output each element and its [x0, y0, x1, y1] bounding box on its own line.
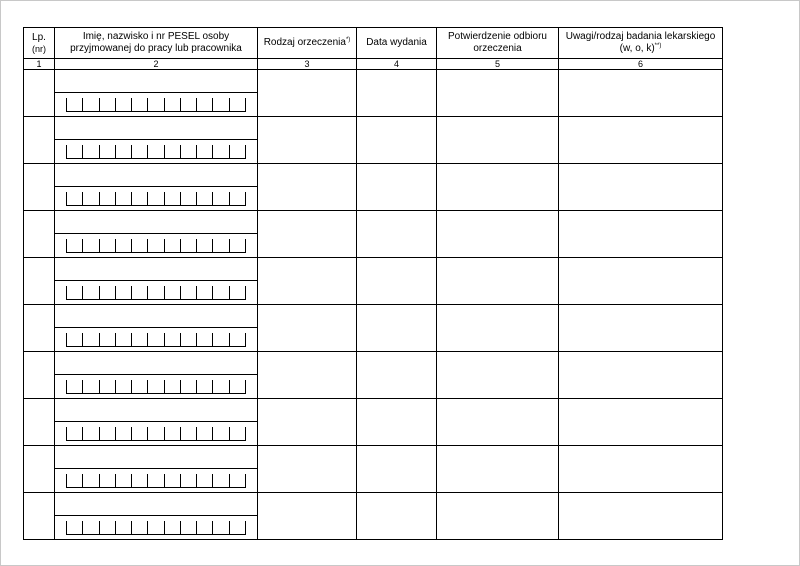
name-field[interactable] [55, 305, 257, 328]
column-number: 4 [357, 59, 437, 70]
certificate-type-cell[interactable] [258, 117, 357, 164]
remarks-cell[interactable] [559, 211, 723, 258]
table-row [24, 70, 723, 117]
pesel-digit-divider [66, 239, 67, 253]
pesel-digit-divider [164, 474, 165, 488]
receipt-confirmation-cell[interactable] [437, 493, 559, 540]
receipt-confirmation-cell[interactable] [437, 399, 559, 446]
pesel-digit-divider [212, 427, 213, 441]
pesel-digit-divider [229, 145, 230, 159]
pesel-baseline [66, 111, 245, 112]
pesel-digit-divider [212, 145, 213, 159]
pesel-baseline [66, 346, 245, 347]
pesel-digit-divider [164, 145, 165, 159]
pesel-field[interactable] [55, 375, 257, 398]
pesel-digit-divider [115, 239, 116, 253]
issue-date-cell[interactable] [357, 70, 437, 117]
pesel-digit-divider [212, 474, 213, 488]
issue-date-cell[interactable] [357, 117, 437, 164]
pesel-digit-divider [82, 474, 83, 488]
name-field[interactable] [55, 446, 257, 469]
certificate-type-cell[interactable] [258, 258, 357, 305]
pesel-field[interactable] [55, 234, 257, 257]
table-row [24, 305, 723, 352]
certificate-type-cell[interactable] [258, 164, 357, 211]
header-receipt-confirmation [437, 28, 559, 59]
pesel-digit-divider [245, 239, 246, 253]
pesel-digit-divider [115, 98, 116, 112]
pesel-digit-divider [115, 521, 116, 535]
pesel-digit-divider [66, 427, 67, 441]
pesel-digit-divider [66, 98, 67, 112]
pesel-digit-divider [164, 192, 165, 206]
pesel-digit-divider [147, 192, 148, 206]
pesel-baseline [66, 252, 245, 253]
name-pesel-cell [55, 211, 258, 258]
pesel-digit-divider [212, 286, 213, 300]
pesel-digit-divider [245, 145, 246, 159]
pesel-digit-divider [82, 192, 83, 206]
table-row [24, 164, 723, 211]
table-row [24, 258, 723, 305]
pesel-digit-divider [196, 521, 197, 535]
pesel-field[interactable] [55, 469, 257, 492]
header-issue-date-text: Data wydania [366, 37, 427, 48]
pesel-digit-divider [245, 427, 246, 441]
pesel-digit-divider [245, 98, 246, 112]
header-remarks [559, 28, 723, 59]
pesel-digit-divider [212, 333, 213, 347]
pesel-digit-divider [82, 145, 83, 159]
pesel-digit-divider [180, 474, 181, 488]
receipt-confirmation-cell[interactable] [437, 352, 559, 399]
pesel-field[interactable] [55, 140, 257, 163]
pesel-digit-divider [245, 192, 246, 206]
pesel-digit-divider [82, 380, 83, 394]
certificate-type-cell[interactable] [258, 352, 357, 399]
column-number: 3 [258, 59, 357, 70]
pesel-digit-divider [212, 239, 213, 253]
lp-cell[interactable] [24, 305, 55, 352]
pesel-digit-divider [196, 192, 197, 206]
issue-date-cell[interactable] [357, 258, 437, 305]
pesel-field[interactable] [55, 281, 257, 304]
remarks-cell[interactable] [559, 117, 723, 164]
pesel-digit-divider [212, 98, 213, 112]
pesel-digit-divider [115, 145, 116, 159]
header-remarks-note: **) [654, 43, 662, 49]
table-row [24, 399, 723, 446]
pesel-digit-divider [66, 333, 67, 347]
lp-cell[interactable] [24, 446, 55, 493]
lp-cell[interactable] [24, 70, 55, 117]
column-number: 6 [559, 59, 723, 70]
lp-cell[interactable] [24, 117, 55, 164]
pesel-digit-divider [82, 239, 83, 253]
pesel-digit-divider [180, 333, 181, 347]
pesel-digit-divider [82, 286, 83, 300]
pesel-digit-divider [99, 474, 100, 488]
name-pesel-cell [55, 164, 258, 211]
receipt-confirmation-cell[interactable] [437, 305, 559, 352]
pesel-baseline [66, 158, 245, 159]
header-name-pesel [55, 28, 258, 59]
header-certificate-type [258, 28, 357, 59]
table-row [24, 211, 723, 258]
header-certificate-type-note: *) [345, 37, 351, 43]
pesel-digit-divider [66, 474, 67, 488]
name-field[interactable] [55, 352, 257, 375]
lp-cell[interactable] [24, 352, 55, 399]
pesel-digit-divider [164, 286, 165, 300]
certificate-type-cell[interactable] [258, 305, 357, 352]
remarks-cell[interactable] [559, 446, 723, 493]
pesel-digit-divider [131, 333, 132, 347]
pesel-digit-divider [131, 239, 132, 253]
pesel-digit-divider [147, 98, 148, 112]
issue-date-cell[interactable] [357, 446, 437, 493]
pesel-digit-divider [180, 286, 181, 300]
pesel-digit-divider [180, 145, 181, 159]
certificate-type-cell[interactable] [258, 493, 357, 540]
pesel-digit-divider [164, 521, 165, 535]
pesel-digit-divider [99, 380, 100, 394]
pesel-digit-divider [82, 333, 83, 347]
receipt-confirmation-cell[interactable] [437, 117, 559, 164]
header-lp-line2: (nr) [32, 43, 46, 54]
name-pesel-cell [55, 258, 258, 305]
pesel-digit-divider [245, 521, 246, 535]
pesel-digit-divider [245, 333, 246, 347]
pesel-digit-divider [164, 333, 165, 347]
pesel-digit-divider [66, 286, 67, 300]
pesel-digit-divider [196, 427, 197, 441]
pesel-digit-divider [99, 145, 100, 159]
certificate-type-cell[interactable] [258, 70, 357, 117]
header-certificate-type-text: Rodzaj orzeczenia [263, 37, 346, 48]
pesel-digit-divider [196, 333, 197, 347]
pesel-digit-divider [147, 474, 148, 488]
lp-cell[interactable] [24, 399, 55, 446]
header-remarks-line2: (w, o, k) [619, 43, 655, 54]
issue-date-cell[interactable] [357, 399, 437, 446]
table-row [24, 493, 723, 540]
pesel-digit-divider [180, 521, 181, 535]
remarks-cell[interactable] [559, 352, 723, 399]
pesel-digit-divider [66, 192, 67, 206]
receipt-confirmation-cell[interactable] [437, 70, 559, 117]
pesel-digit-divider [229, 521, 230, 535]
receipt-confirmation-cell[interactable] [437, 258, 559, 305]
remarks-cell[interactable] [559, 493, 723, 540]
pesel-digit-divider [147, 145, 148, 159]
pesel-digit-divider [164, 239, 165, 253]
pesel-digit-divider [131, 98, 132, 112]
certificate-type-cell[interactable] [258, 211, 357, 258]
pesel-digit-divider [196, 145, 197, 159]
name-pesel-cell [55, 399, 258, 446]
pesel-digit-divider [164, 380, 165, 394]
pesel-digit-divider [147, 427, 148, 441]
pesel-field[interactable] [55, 187, 257, 210]
pesel-field[interactable] [55, 516, 257, 539]
pesel-digit-divider [180, 192, 181, 206]
issue-date-cell[interactable] [357, 493, 437, 540]
issue-date-cell[interactable] [357, 352, 437, 399]
lp-cell[interactable] [24, 258, 55, 305]
certificate-type-cell[interactable] [258, 399, 357, 446]
name-pesel-cell [55, 352, 258, 399]
pesel-digit-divider [229, 333, 230, 347]
pesel-digit-divider [99, 192, 100, 206]
pesel-digit-divider [212, 380, 213, 394]
name-pesel-cell [55, 493, 258, 540]
pesel-field[interactable] [55, 93, 257, 116]
table-row [24, 446, 723, 493]
pesel-digit-divider [99, 98, 100, 112]
pesel-digit-divider [212, 192, 213, 206]
name-field[interactable] [55, 211, 257, 234]
issue-date-cell[interactable] [357, 164, 437, 211]
medical-certificate-register-table [23, 27, 723, 540]
pesel-digit-divider [99, 333, 100, 347]
pesel-digit-divider [180, 427, 181, 441]
header-remarks-line1: Uwagi/rodzaj badania lekarskiego [565, 31, 716, 42]
pesel-digit-divider [229, 380, 230, 394]
pesel-digit-divider [131, 474, 132, 488]
pesel-digit-divider [229, 192, 230, 206]
pesel-digit-divider [99, 286, 100, 300]
table-row [24, 117, 723, 164]
header-lp-line1: Lp. [32, 31, 46, 43]
pesel-digit-divider [115, 333, 116, 347]
pesel-digit-divider [164, 98, 165, 112]
pesel-digit-divider [245, 474, 246, 488]
pesel-baseline [66, 205, 245, 206]
header-receipt-line1: Potwierdzenie odbioru [448, 31, 547, 42]
pesel-digit-divider [115, 427, 116, 441]
name-field[interactable] [55, 70, 257, 93]
pesel-digit-divider [115, 380, 116, 394]
pesel-digit-divider [82, 427, 83, 441]
pesel-baseline [66, 393, 245, 394]
lp-cell[interactable] [24, 493, 55, 540]
pesel-baseline [66, 440, 245, 441]
pesel-digit-divider [147, 239, 148, 253]
name-field[interactable] [55, 258, 257, 281]
pesel-digit-divider [99, 427, 100, 441]
pesel-digit-divider [115, 286, 116, 300]
pesel-digit-divider [131, 380, 132, 394]
pesel-digit-divider [131, 427, 132, 441]
column-number: 5 [437, 59, 559, 70]
remarks-cell[interactable] [559, 258, 723, 305]
pesel-digit-divider [82, 521, 83, 535]
name-field[interactable] [55, 117, 257, 140]
pesel-digit-divider [180, 98, 181, 112]
pesel-digit-divider [131, 521, 132, 535]
pesel-digit-divider [99, 239, 100, 253]
remarks-cell[interactable] [559, 305, 723, 352]
header-name-line1: Imię, nazwisko i nr PESEL osoby [82, 31, 230, 42]
pesel-digit-divider [147, 521, 148, 535]
issue-date-cell[interactable] [357, 211, 437, 258]
certificate-type-cell[interactable] [258, 446, 357, 493]
pesel-baseline [66, 487, 245, 488]
pesel-digit-divider [164, 427, 165, 441]
pesel-digit-divider [196, 474, 197, 488]
lp-cell[interactable] [24, 164, 55, 211]
pesel-digit-divider [66, 145, 67, 159]
pesel-digit-divider [196, 239, 197, 253]
pesel-digit-divider [196, 286, 197, 300]
pesel-digit-divider [229, 286, 230, 300]
pesel-field[interactable] [55, 328, 257, 351]
pesel-digit-divider [99, 521, 100, 535]
pesel-digit-divider [82, 98, 83, 112]
pesel-field[interactable] [55, 422, 257, 445]
pesel-baseline [66, 299, 245, 300]
name-pesel-cell [55, 117, 258, 164]
pesel-digit-divider [115, 474, 116, 488]
pesel-digit-divider [147, 333, 148, 347]
pesel-digit-divider [229, 474, 230, 488]
pesel-digit-divider [245, 286, 246, 300]
column-number-row [24, 59, 723, 70]
name-field[interactable] [55, 399, 257, 422]
pesel-digit-divider [131, 145, 132, 159]
column-number: 2 [55, 59, 258, 70]
pesel-digit-divider [212, 521, 213, 535]
header-row [24, 28, 723, 59]
pesel-digit-divider [229, 98, 230, 112]
pesel-digit-divider [66, 521, 67, 535]
pesel-digit-divider [196, 380, 197, 394]
header-receipt-line2: orzeczenia [473, 43, 522, 54]
name-pesel-cell [55, 70, 258, 117]
header-issue-date [357, 28, 437, 59]
pesel-digit-divider [66, 380, 67, 394]
pesel-baseline [66, 534, 245, 535]
remarks-cell[interactable] [559, 399, 723, 446]
header-lp [24, 28, 55, 59]
lp-cell[interactable] [24, 211, 55, 258]
pesel-digit-divider [196, 98, 197, 112]
pesel-digit-divider [131, 286, 132, 300]
pesel-digit-divider [115, 192, 116, 206]
pesel-digit-divider [147, 380, 148, 394]
pesel-digit-divider [147, 286, 148, 300]
name-field[interactable] [55, 164, 257, 187]
name-pesel-cell [55, 305, 258, 352]
pesel-digit-divider [229, 427, 230, 441]
pesel-digit-divider [229, 239, 230, 253]
receipt-confirmation-cell[interactable] [437, 211, 559, 258]
entry-rows [24, 70, 723, 540]
name-field[interactable] [55, 493, 257, 516]
receipt-confirmation-cell[interactable] [437, 446, 559, 493]
table-row [24, 352, 723, 399]
receipt-confirmation-cell[interactable] [437, 164, 559, 211]
pesel-digit-divider [180, 380, 181, 394]
remarks-cell[interactable] [559, 164, 723, 211]
header-name-line2: przyjmowanej do pracy lub pracownika [70, 43, 242, 54]
pesel-digit-divider [245, 380, 246, 394]
name-pesel-cell [55, 446, 258, 493]
issue-date-cell[interactable] [357, 305, 437, 352]
pesel-digit-divider [180, 239, 181, 253]
remarks-cell[interactable] [559, 70, 723, 117]
column-number: 1 [24, 59, 55, 70]
pesel-digit-divider [131, 192, 132, 206]
